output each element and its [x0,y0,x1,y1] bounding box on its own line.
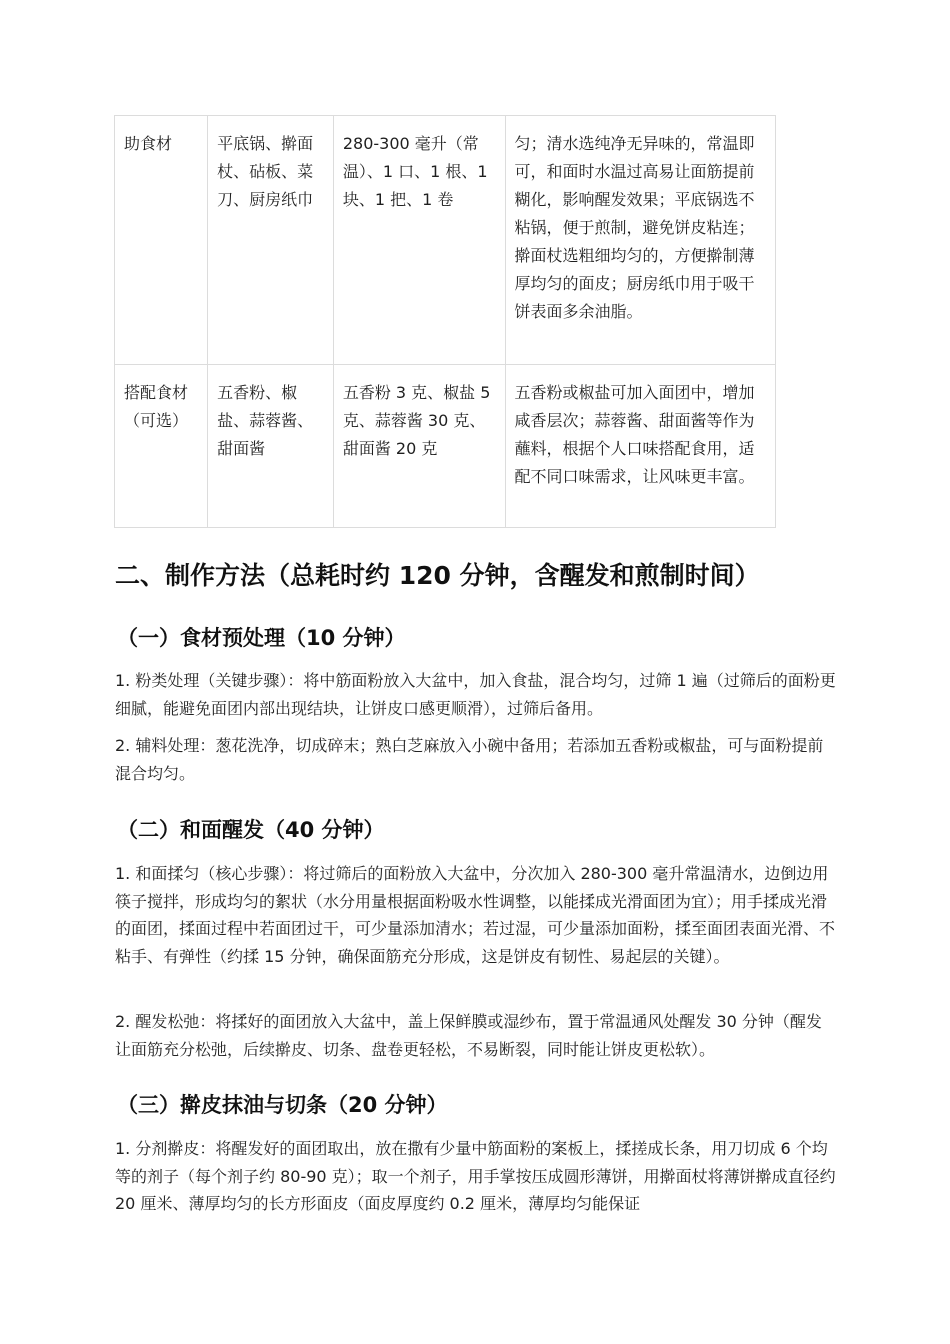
table-row [115,365,776,528]
ingredient-table [114,115,776,528]
cell-notes: 匀；清水选纯净无异味的，常温即可，和面时水温过高易让面筋提前糊化，影响醒发效果；平底锅选不粘锅，便于煎制，避免饼皮粘连；擀面杖选粗细均匀的，方便擀制薄厚均匀的面皮；厨房纸巾用于吸干饼表面多余油脂。 [505,116,775,365]
cell-items: 五香粉、椒盐、蒜蓉酱、甜面酱 [208,365,334,528]
cell-amount: 五香粉 3 克、椒盐 5 克、蒜蓉酱 30 克、甜面酱 20 克 [333,365,505,528]
cell-amount: 280-300 毫升（常温）、1 口、1 根、1 块、1 把、1 卷 [333,116,505,365]
cell-items: 平底锅、擀面杖、砧板、菜刀、厨房纸巾 [208,116,334,365]
cell-notes: 五香粉或椒盐可加入面团中，增加咸香层次；蒜蓉酱、甜面酱等作为蘸料，根据个人口味搭配食用，适配不同口味需求，让风味更丰富。 [505,365,775,528]
section-heading-method: 二、制作方法（总耗时约 120 分钟，含醒发和煎制时间） [115,561,760,590]
step-paragraph: 1. 粉类处理（关键步骤）：将中筋面粉放入大盆中，加入食盐，混合均匀，过筛 1 遍（过筛后的面粉更细腻，能避免面团内部出现结块，让饼皮口感更顺滑），过筛后备用。 [115,671,836,718]
step-paragraph: 1. 分剂擀皮：将醒发好的面团取出，放在撒有少量中筋面粉的案板上，揉搓成长条，用刀切成 6 个均等的剂子（每个剂子约 80-90 克）；取一个剂子，用手掌按压成圆形薄饼，用擀面杖将薄饼擀成直径约 20 厘米、薄厚均匀的长方形面皮（面皮厚度约 0.2 厘米，薄厚均匀能保证 [115,1139,836,1213]
subsection-heading-kneading: （二）和面醒发（40 分钟） [117,818,385,842]
cell-category: 助食材 [115,116,208,365]
step-paragraph: 2. 辅料处理：葱花洗净，切成碎末；熟白芝麻放入小碗中备用；若添加五香粉或椒盐，可与面粉提前混合均匀。 [115,736,824,783]
subsection-heading-rolling: （三）擀皮抹油与切条（20 分钟） [117,1093,448,1117]
table-row [115,116,776,365]
subsection-heading-preprocess: （一）食材预处理（10 分钟） [117,626,406,650]
step-paragraph: 1. 和面揉匀（核心步骤）：将过筛后的面粉放入大盆中，分次加入 280-300 毫升常温清水，边倒边用筷子搅拌，形成均匀的絮状（水分用量根据面粉吸水性调整，以能揉成光滑面团为宜）；用手揉成光滑的面团，揉面过程中若面团过干，可少量添加清水；若过湿，可少量添加面粉，揉至面团表面光滑、不粘手、有弹性（约揉 15 分钟，确保面筋充分形成，这是饼皮有韧性、易起层的关键）。 [115,864,836,966]
cell-category: 搭配食材（可选） [115,365,208,528]
step-paragraph: 2. 醒发松弛：将揉好的面团放入大盆中，盖上保鲜膜或湿纱布，置于常温通风处醒发 30 分钟（醒发让面筋充分松弛，后续擀皮、切条、盘卷更轻松，不易断裂，同时能让饼皮更松软）。 [115,1012,822,1059]
